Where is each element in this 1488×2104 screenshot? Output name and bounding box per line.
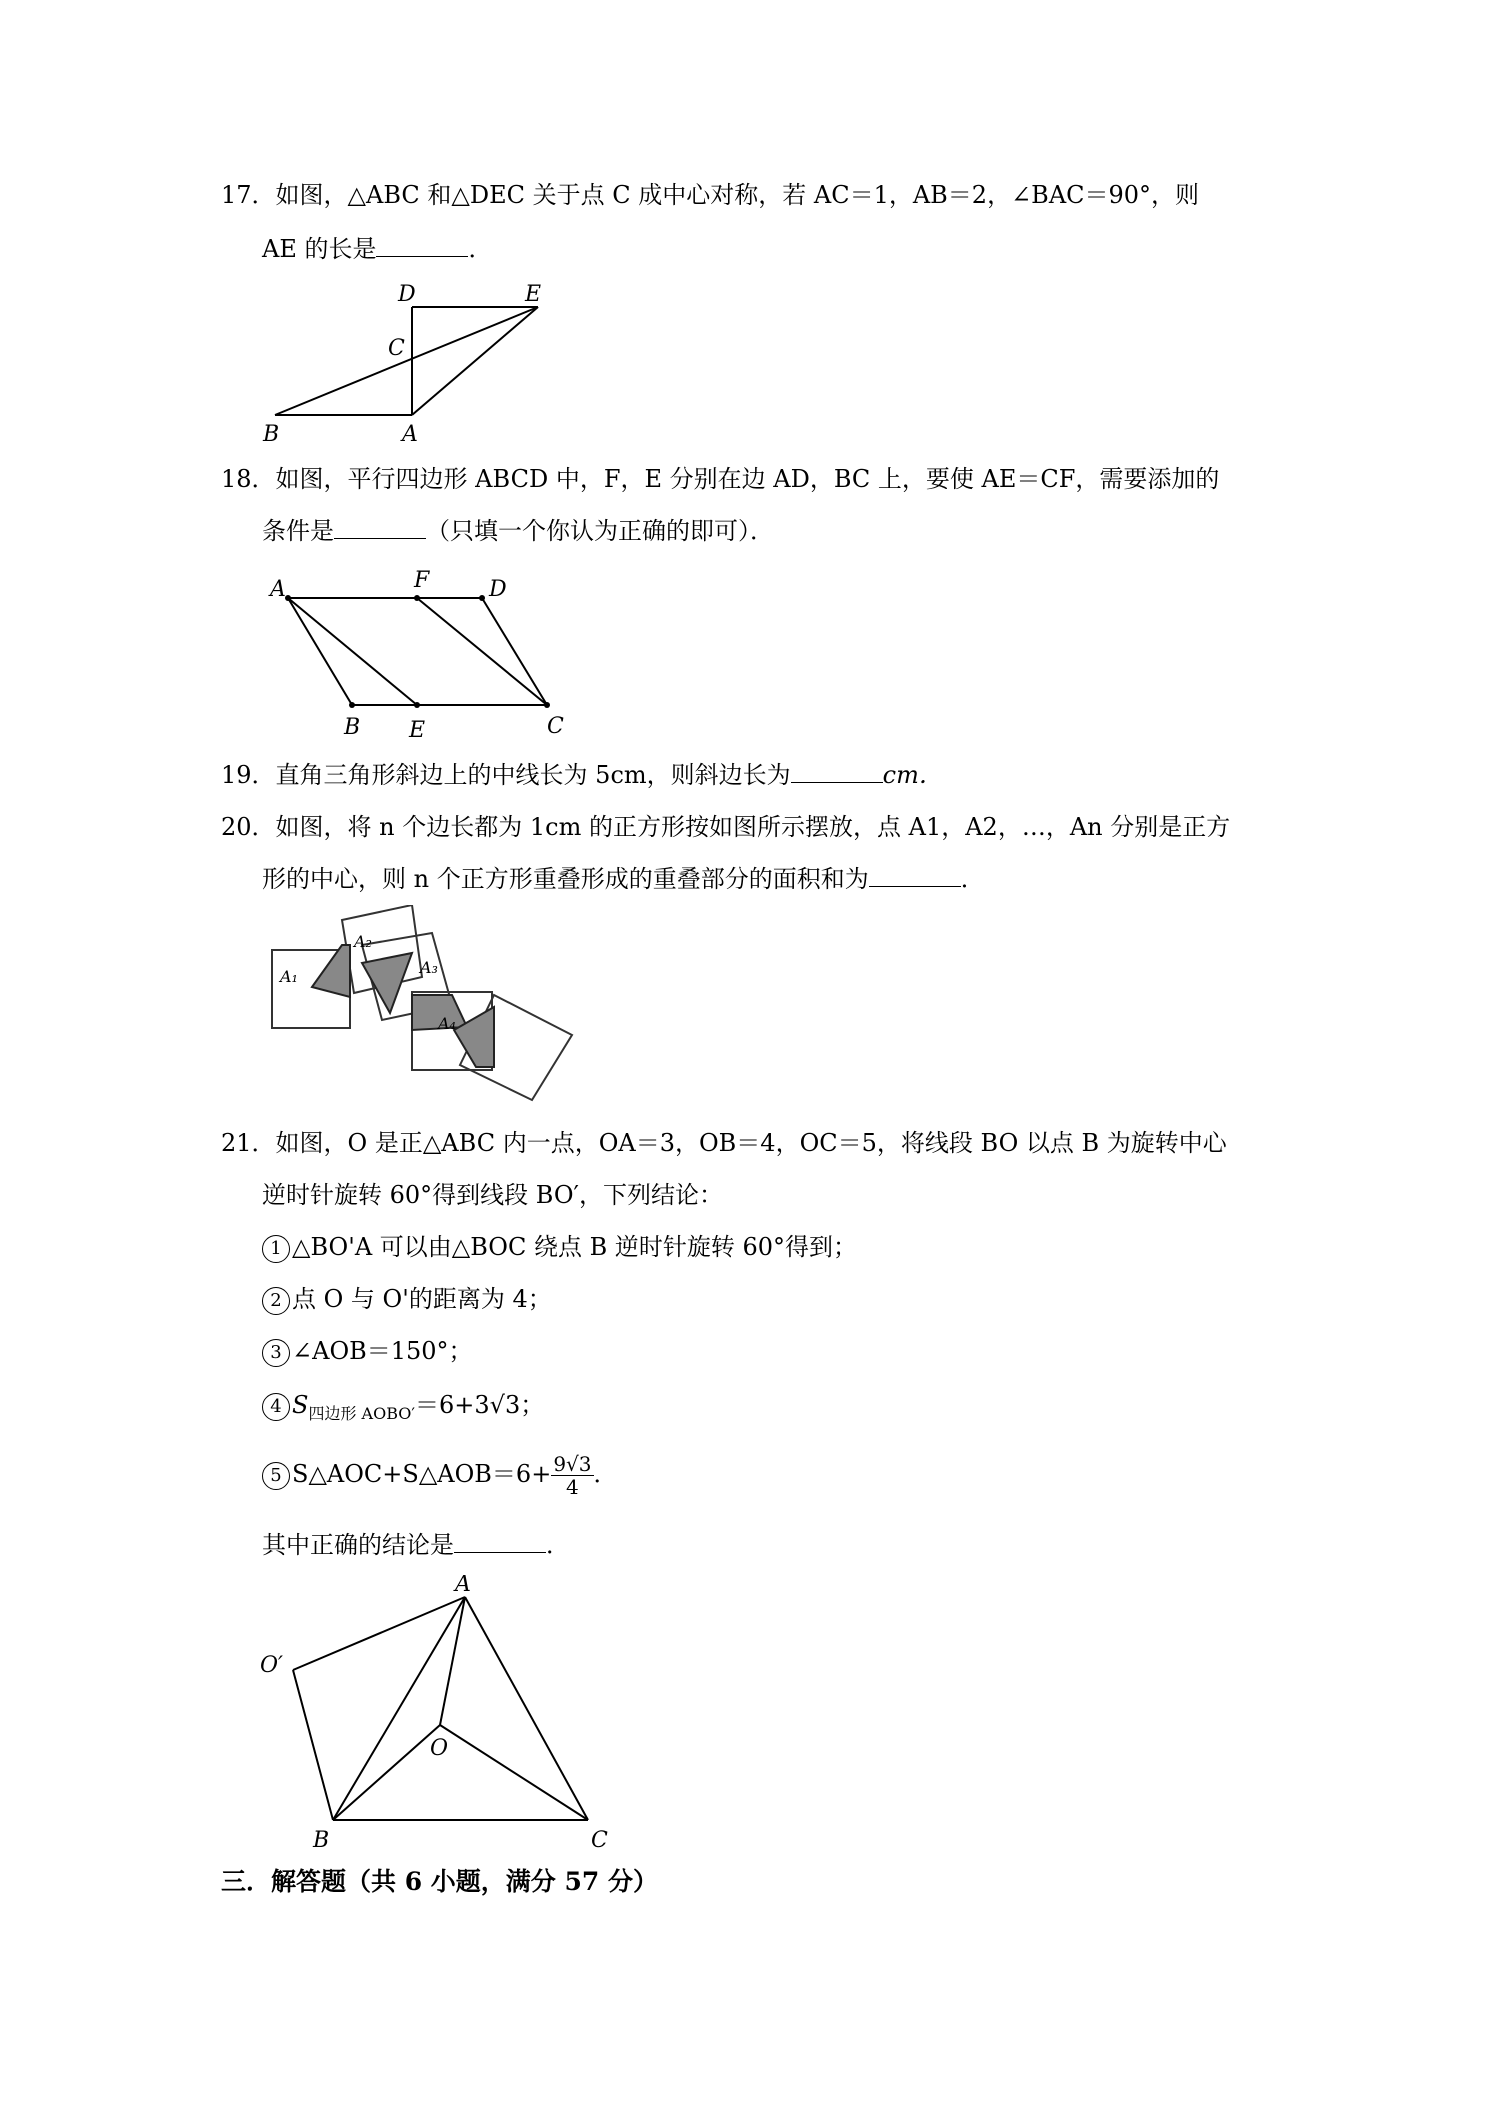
q18-line2	[262, 516, 774, 546]
q21-label-A: A	[455, 1575, 471, 1597]
q20-overlap-1	[312, 945, 350, 997]
q21-line2	[262, 1180, 723, 1210]
q17-label-E: E	[525, 282, 542, 307]
q20-end: ．	[960, 865, 985, 893]
q21-c1-text: △BO'A 可以由△BOC 绕点 B 逆时针旋转 60°得到；	[292, 1233, 858, 1261]
q19-unit: cm．	[882, 761, 943, 789]
q21-conclusion-3	[262, 1336, 473, 1367]
q18-text2: 条件是	[262, 517, 334, 545]
q18-text1: 如图，平行四边形 ABCD 中，F，E 分别在边 AD，BC 上，要使 AE＝CF，需要添加的	[275, 465, 1220, 493]
q21-segment-OC	[440, 1725, 588, 1820]
q19-answer-blank[interactable]	[791, 760, 883, 783]
q17-text1: 如图，△ABC 和△DEC 关于点 C 成中心对称，若 AC＝1，AB＝2，∠BAC＝90°，则	[275, 181, 1200, 209]
q18-point-F	[414, 595, 420, 601]
q18-label-F: F	[414, 568, 430, 593]
q20-label-A1: A₁	[280, 967, 298, 986]
q20-label-A3: A₃	[420, 958, 438, 977]
q17-label-B: B	[263, 422, 280, 447]
q21-end: ．	[546, 1531, 570, 1559]
q17-line1	[221, 180, 1199, 210]
q21-c5-numerator: 9√3	[553, 1452, 592, 1476]
q18-segment-AB	[288, 598, 352, 705]
q21-line-answer	[262, 1530, 570, 1560]
q20-text2: 形的中心，则 n 个正方形重叠形成的重叠部分的面积和为	[262, 865, 869, 893]
q21-c3-text: ∠AOB＝150°；	[292, 1337, 473, 1365]
q21-c2-text: 点 O 与 O'的距离为 4；	[292, 1285, 552, 1313]
q21-label-O-prime: O′	[260, 1653, 284, 1678]
q21-c5-lhs: S△AOC+S△AOB＝6+	[292, 1460, 552, 1488]
q21-c5-end: ．	[593, 1460, 618, 1488]
q21-label-O: O	[430, 1736, 449, 1761]
q21-c2-mark: 2	[262, 1287, 290, 1315]
q17-text2: AE 的长是	[262, 235, 377, 263]
q21-c4-mark: 4	[262, 1393, 290, 1421]
q21-text3: 其中正确的结论是	[262, 1531, 454, 1559]
q19-line1	[221, 760, 943, 790]
q21-c5-mark: 5	[262, 1462, 290, 1490]
q18-label-B: B	[344, 715, 361, 740]
q21-c1-mark: 1	[262, 1235, 290, 1263]
q17-label-D: D	[398, 282, 416, 307]
section-3-heading: 三．解答题（共 6 小题，满分 57 分）	[221, 1867, 659, 1896]
q21-segment-OB	[333, 1725, 440, 1820]
q21-answer-blank[interactable]	[454, 1530, 546, 1553]
q21-figure	[255, 1575, 635, 1850]
q21-line1	[221, 1128, 1227, 1158]
q19-number: 19．	[221, 761, 276, 789]
q21-c3-mark: 3	[262, 1339, 290, 1367]
q17-number: 17．	[221, 181, 276, 209]
q18-answer-blank[interactable]	[334, 516, 426, 539]
q20-line1	[221, 812, 1230, 842]
q21-number: 21．	[221, 1129, 276, 1157]
q20-label-A2: A₂	[354, 932, 372, 951]
q17-end: ．	[468, 235, 493, 263]
q18-point-A	[285, 595, 291, 601]
q18-segment-FC	[417, 598, 547, 705]
q21-c5-fraction	[551, 1453, 593, 1498]
q21-c4-rest: ＝6+3√3；	[415, 1391, 545, 1419]
q21-c4-s: S	[292, 1391, 309, 1419]
q21-conclusion-4	[262, 1390, 544, 1423]
q20-answer-blank[interactable]	[869, 864, 961, 887]
q18-number: 18．	[221, 465, 276, 493]
q18-label-A: A	[270, 577, 286, 602]
q19-text1: 直角三角形斜边上的中线长为 5cm，则斜边长为	[275, 761, 791, 789]
q21-segment-AC	[465, 1597, 588, 1820]
q18-segment-DC	[482, 598, 547, 705]
q21-conclusion-1	[262, 1232, 857, 1263]
q18-line1	[221, 464, 1219, 494]
q17-segment-EB	[275, 307, 538, 415]
q20-figure	[262, 905, 582, 1115]
q18-point-B	[349, 702, 355, 708]
q21-text1: 如图，O 是正△ABC 内一点，OA＝3，OB＝4，OC＝5，将线段 BO 以点 B 为旋转中心	[275, 1129, 1227, 1157]
q21-segment-AO1	[293, 1597, 465, 1670]
q18-point-D	[479, 595, 485, 601]
q18-figure	[262, 563, 582, 743]
q17-line2	[262, 234, 492, 264]
q18-label-D: D	[489, 577, 507, 602]
q18-segment-AE	[288, 598, 417, 705]
q21-conclusion-2	[262, 1284, 552, 1315]
q21-label-B: B	[313, 1828, 330, 1850]
q18-text3: （只填一个你认为正确的即可）．	[426, 517, 774, 545]
q18-label-C: C	[547, 714, 564, 739]
q20-text1: 如图，将 n 个边长都为 1cm 的正方形按如图所示摆放，点 A1，A2，…，An 分别是正方	[275, 813, 1231, 841]
q17-answer-blank[interactable]	[376, 234, 468, 257]
q20-number: 20．	[221, 813, 276, 841]
q17-figure	[255, 275, 575, 450]
q21-conclusion-5	[262, 1446, 618, 1502]
q17-label-A: A	[402, 422, 418, 447]
q21-label-C: C	[591, 1828, 608, 1850]
q18-point-C	[544, 702, 550, 708]
q17-label-C: C	[388, 336, 405, 361]
q21-text2: 逆时针旋转 60°得到线段 BO′，下列结论：	[262, 1181, 724, 1209]
q18-point-E	[414, 702, 420, 708]
q17-segment-EA	[412, 307, 538, 415]
q20-label-A4: A₄	[438, 1014, 456, 1033]
q20-overlap-2	[362, 953, 412, 1013]
q21-c5-denominator: 4	[566, 1475, 579, 1499]
q20-line2	[262, 864, 985, 894]
q21-c4-subscript: 四边形 AOBO′	[308, 1404, 416, 1423]
q21-segment-AB	[333, 1597, 465, 1820]
q21-segment-O1B	[293, 1670, 333, 1820]
q18-label-E: E	[409, 718, 426, 743]
